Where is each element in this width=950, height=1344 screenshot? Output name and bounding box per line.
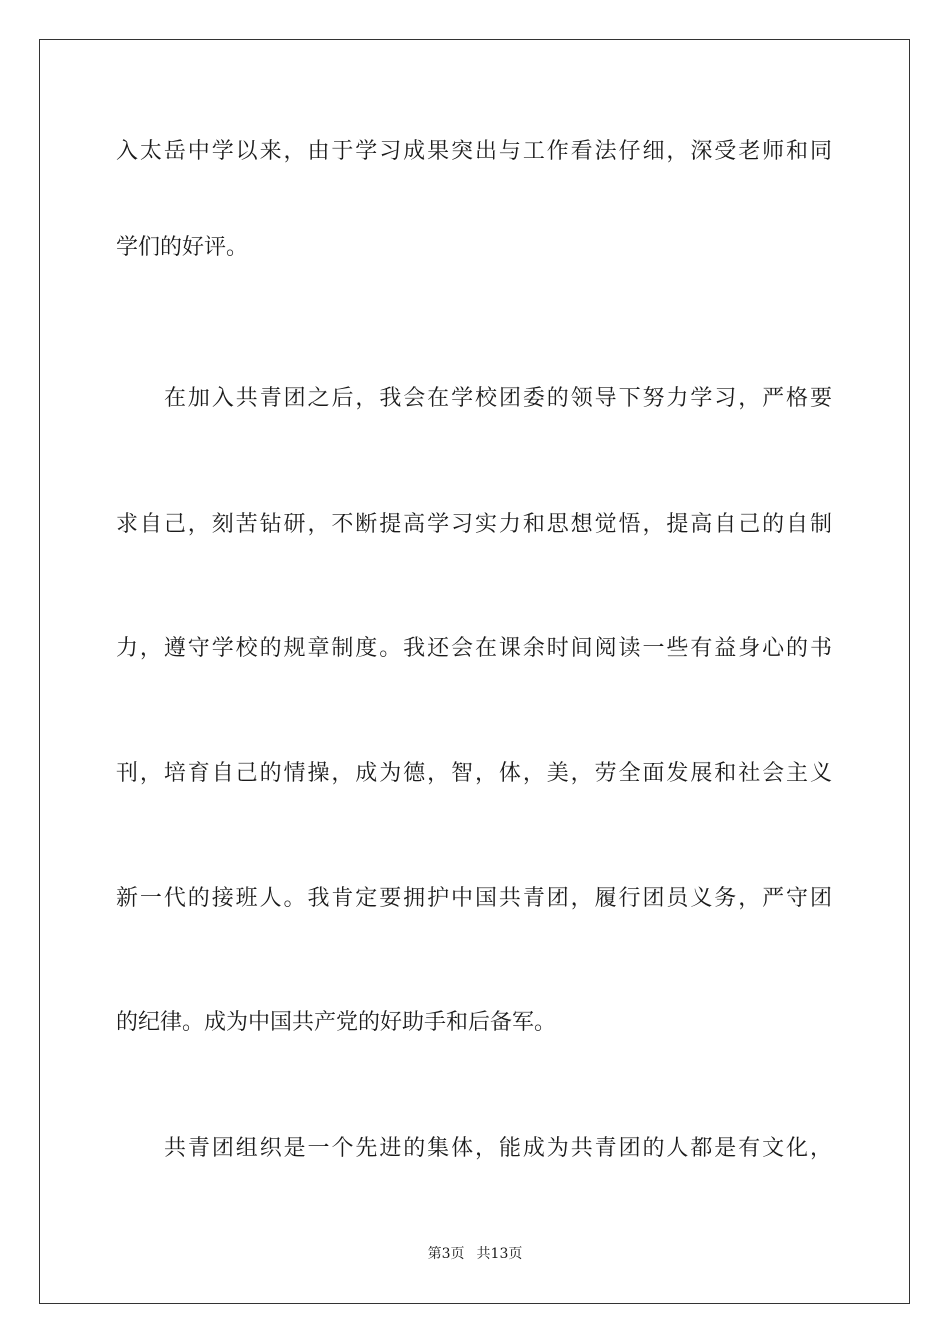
text-line: 力，遵守学校的规章制度。我还会在课余时间阅读一些有益身心的书 [116, 636, 832, 661]
text-line: 学们的好评。 [116, 235, 249, 260]
page-total: 共13页 [476, 1246, 523, 1262]
text-line: 入太岳中学以来，由于学习成果突出与工作看法仔细，深受老师和同 [116, 139, 832, 164]
text-line: 共青团组织是一个先进的集体，能成为共青团的人都是有文化， [164, 1136, 832, 1161]
page-current: 第3页 [427, 1246, 465, 1262]
text-line: 的纪律。成为中国共产党的好助手和后备军。 [116, 1010, 557, 1035]
text-line: 在加入共青团之后，我会在学校团委的领导下努力学习，严格要 [164, 386, 832, 411]
text-line: 刊，培育自己的情操，成为德，智，体，美，劳全面发展和社会主义 [116, 761, 832, 786]
page-footer [0, 1245, 950, 1263]
text-line: 新一代的接班人。我肯定要拥护中国共青团，履行团员义务，严守团 [116, 886, 832, 911]
page-border [39, 39, 910, 1304]
text-line: 求自己，刻苦钻研，不断提高学习实力和思想觉悟，提高自己的自制 [116, 512, 832, 537]
